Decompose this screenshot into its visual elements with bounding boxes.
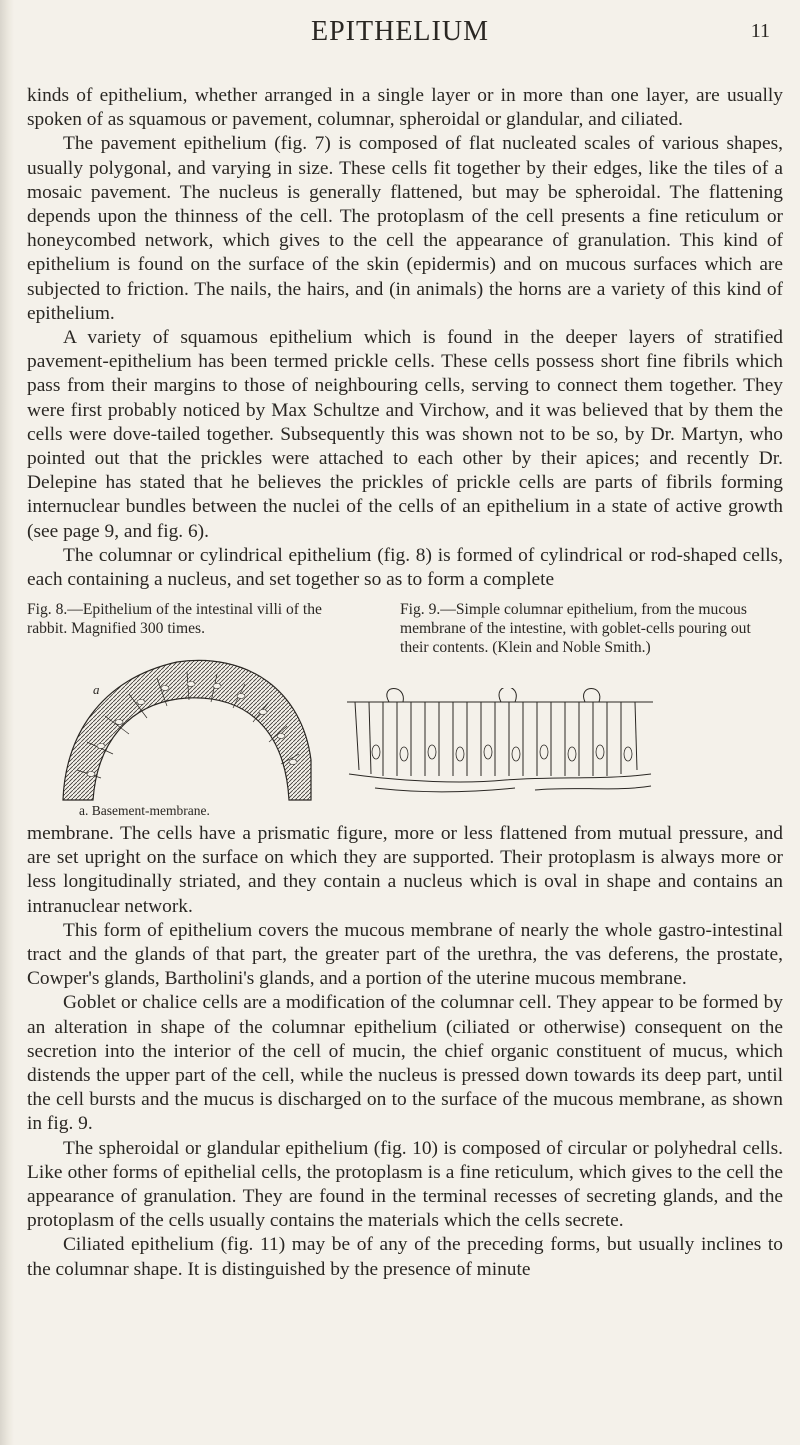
paragraph: membrane. The cells have a prismatic figure, more or less flattened from mutual pressure, and are set upright on the surface on which they are supported. Their protoplasm is always more or less longitudinally striated, and they contain a nucleus which is oval in shape and contains an intranuclear network. <box>27 823 783 917</box>
page-header <box>0 14 800 54</box>
fig8-villus-illustration <box>57 650 317 802</box>
running-head: EPITHELIUM <box>311 16 489 47</box>
page-gutter <box>0 0 14 1445</box>
fig9-caption: Fig. 9.—Simple columnar epithelium, from the mucous membrane of the intestine, with goblet-cells pouring out their contents. (Klein and Noble Smith.) <box>400 601 751 656</box>
paragraph: The pavement epithelium (fig. 7) is composed of flat nucleated scales of various shapes, usually polygonal, and varying in size. These cells fit together by their edges, like the tiles of a mosaic pavement. The nucleus is generally flattened, but may be spheroidal. The flattening depends upon the thinness of the cell. The protoplasm of the cell presents a fine reticulum or honeycombed network, which gives to the cell the appearance of granulation. This kind of epithelium is found on the surface of the skin (epidermis) and on mucous surfaces which are subjected to friction. The nails, the hairs, and (in animals) the horns are a variety of this kind of epithelium. <box>27 133 783 324</box>
paragraph: A variety of squamous epithelium which is found in the deeper layers of stratified pavement-epithelium has been termed prickle cells. These cells possess short fine fibrils which pass from their margins to those of neighbouring cells, serving to connect them together. They were first probably noticed by Max Schultze and Virchow, and it was believed that by them the cells were dove-tailed together. Subsequently this was shown not to be so, by Dr. Martyn, who pointed out that the prickles were attached to each other by their apices; and recently Dr. Delepine has stated that he believes the prickles of prickle cells are parts of fibrils forming internuclear bundles between the nuclei of the cells of an epithelium in a state of active growth (see page 9, and fig. 6). <box>27 327 783 542</box>
fig8-label-a: a <box>93 682 100 697</box>
paragraph: Ciliated epithelium (fig. 11) may be of any of the preceding forms, but usually inclines to the columnar shape. It is distinguished by the presence of minute <box>27 1234 783 1280</box>
body-text-top <box>27 84 783 592</box>
paragraph: The spheroidal or glandular epithelium (fig. 10) is composed of circular or polyhedral cells. Like other forms of epithelial cells, the protoplasm is a fine reticulum, which gives to the cell the appearance of granulation. They are found in the terminal recesses of secreting glands, and the protoplasm of the cells usually contains the materials which the cells secrete. <box>27 1137 783 1232</box>
paragraph: The columnar or cylindrical epithelium (fig. 8) is formed of cylindrical or rod-shaped cells, each containing a nucleus, and set together so as to form a complete <box>27 544 783 591</box>
paragraph: This form of epithelium covers the mucous membrane of nearly the whole gastro-intestinal tract and the glands of that part, the greater part of the urethra, the vas deferens, the prostate, Cowper's glands, Bartholini's glands, and a portion of the uterine mucous membrane. <box>27 919 783 990</box>
fig8-caption: Fig. 8.—Epithelium of the intestinal villi of the rabbit. Magnified 300 times. <box>27 601 322 637</box>
page-number: 11 <box>750 20 770 42</box>
fig9-columnar-epithelium-illustration <box>345 688 655 800</box>
paragraph: Goblet or chalice cells are a modification of the columnar cell. They appear to be formed by an alteration in shape of the columnar epithelium (ciliated or otherwise) consequent on the secretion into the interior of the cell of mucin, the chief organic constituent of mucus, which distends the upper part of the cell, while the nucleus is pressed down towards its deep part, until the cell bursts and the mucus is discharged on to the surface of the mucous membrane, as shown in fig. 9. <box>27 992 783 1135</box>
figures-row <box>27 600 783 818</box>
paragraph: kinds of epithelium, whether arranged in a single layer or in more than one layer, are usually spoken of as squamous or pavement, columnar, spheroidal or glandular, and ciliated. <box>27 85 783 131</box>
body-text-bottom <box>27 822 783 1282</box>
fig8-legend: a. Basement-membrane. <box>79 803 210 818</box>
